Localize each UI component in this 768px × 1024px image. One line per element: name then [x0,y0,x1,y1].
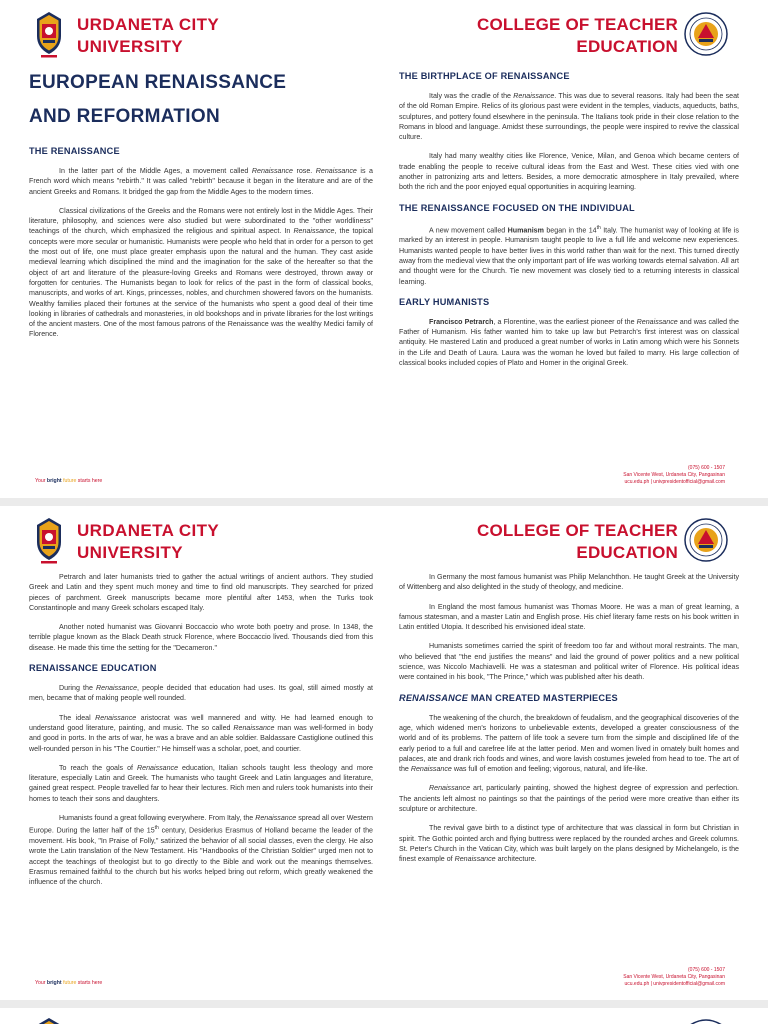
document-page-2 [0,506,768,1000]
paragraph: A new movement called Humanism began in the 14th Italy. The humanist way of looking at life is marked by an interest in people. Humanism taught people to live a full life and welcome new experiences. Humanists wanted people to have better lives in this world rather than wait for the next. This turned directly away from the medieval view that the only important part of life was working towards eternal salvation. All art and thought were for the Church. Tie new movement was closely tied to a returning interests in classical learning. [399,224,739,286]
paragraph: Humanists sometimes carried the spirit of freedom too far and without moral restraints. The man, who believed that "the end justifies the means" and laid the ground of power politics and a new political science, was Niccolo Machiavelli. He was a statesman and political writer of Florence. His political ideas were contained in his book, "The Prince," which was published after his death. [399,642,739,682]
college-name: COLLEGE OF TEACHER EDUCATION [477,521,678,562]
paragraph: The weakening of the church, the breakdown of feudalism, and the geographical discoveries of the age, which widened men's horizons to unbelievable extents, developed a greater consciousness of the world and of its problems. The pattern of life took a severe turn from the simple and disciplined life of the early period to a full and carefree life at the latter period. Men and women lived in ornately built homes and palaces, ate and drank rich foods and wines, and wore lavish costumes jeweled from head to toe. The art of the Renaissance was full of emotion and feeling; vigorous, natural, and life-like. [399,713,739,774]
document-page-1 [0,0,768,498]
college-seal-icon [684,518,728,562]
paragraph: The revival gave birth to a distinct type of architecture that was classical in form but Christian in spirit. The Gothic pointed arch and flying buttress were replaced by the rounded arches and Greek columns. St. Peter's Church in the Vatican City, which was built largely on the plans designed by Michelangelo, is the finest example of Renaissance architecture. [399,824,739,864]
paragraph: Renaissance art, particularly painting, showed the highest degree of expression and perfection. The ancients left almost no paintings so that the paintings of the period were more creative than either its sculpture or architecture. [399,784,739,814]
paragraph: Italy was the cradle of the Renaissance. This was due to several reasons. Italy had been the seat of the old Roman Empire. Relics of its glorious past were evident in the temples, viaducts, aqueducts, baths, sculptures, and pottery found elsewhere in the peninsula. The Italians took pride in their close relation to the Romans in blood and language. Amidst these surroundings, the people were inspired to revive the classical culture. [399,92,739,142]
college-seal-icon [684,12,728,56]
paragraph: During the Renaissance, people decided that education had uses. Its goal, still aimed mostly at men, became that of making people well rounded. [29,684,373,703]
university-name: URDANETA CITY UNIVERSITY [77,521,220,562]
paragraph: In the latter part of the Middle Ages, a movement called Renaissance rose. Renaissance is a French word which means "rebirth." It was called "rebirth" because it began in the literature and are of the ancient Greeks and Romans. It bridged the gap from the Middle Ages to the modern times. [29,167,373,196]
page1-left-column [29,66,373,349]
document-page-3-peek [0,1008,768,1024]
heading-early-humanists: EARLY HUMANISTS [399,296,490,307]
footer-contact: (075) 600 - 1507 San Vicente West, Urdaneta City, Pangasinan ucu.edu.ph | univpresidentofficial@gmail.com [623,967,725,987]
university-name: URDANETA CITY UNIVERSITY [77,15,220,56]
heading-masterpieces: RENAISSANCE MAN CREATED MASTERPIECES [399,692,618,703]
paragraph: Humanists found a great following everywhere. From Italy, the Renaissance spread all over Western Europe. During the latter half of the 15th century, Desiderius Erasmus of Holland became the leader of the movement. His book, "In Praise of Folly," satirized the behavior of all social classes, even the clergy. He also wrote the Latin translation of the New Testament. His "Handbooks of the Christian Soldier" urged men not to accept the teachings of theologist but to go directly to the Bible and work out the meanings themselves. Erasmus remained faithful to the church but his works helped bring out reform, which greatly weakened the influence of the church. [29,814,373,887]
page1-right-column [399,66,739,377]
paragraph: In England the most famous humanist was Thomas Moore. He was a man of great learning, a famous statesman, and a master Latin and English prose. His chief literary fame rests on his book written in Latin entitled Utopia. It described his envisioned ideal state. [399,602,739,632]
university-seal-icon [33,10,65,58]
page-header [0,514,768,568]
college-name: COLLEGE OF TEACHER EDUCATION [477,15,678,56]
page-header [0,8,768,62]
heading-the-renaissance: THE RENAISSANCE [29,146,120,156]
footer-slogan: Your bright future starts here [35,478,103,484]
paragraph: The ideal Renaissance aristocrat was well mannered and witty. He had learned enough to understand good literature, painting, and music. The so called Renaissance man was well-formed in body and good in ports. In the arts of war, he was a brave and an able soldier. Baldassare Castiglione outlined this well-rounded person in his "The Courtier." He himself was a scholar, poet, and courtier. [29,713,373,753]
university-seal-icon [33,1016,65,1024]
heading-renaissance-education: RENAISSANCE EDUCATION [29,663,157,674]
paragraph: Another noted humanist was Giovanni Boccaccio who wrote both poetry and prose. In 1348, the terrible plague known as the Black Death struck Florence, where Boccaccio lived. Thousands died from this disease. He made this time the setting for the "Decameron." [29,623,373,652]
college-seal-icon [684,1018,728,1024]
paragraph: Classical civilizations of the Greeks and the Romans were not entirely lost in the Middle Ages. Their literature, philosophy, and sciences were also studied but were subordinated to the "other worldliness" teachings of the church, which emphasized the religious and spiritual aspect. In Renaissance, the topical concepts were more secular or humanistic. Humanists were people who held that in order for a person to get the most out of life, one must place greater emphasis upon the natural and the human. They cast aside medieval learning which disciplined the mind and the imagination for the sake of the hereafter so that the object of art and literature of the pleasure-loving Greeks and Romans were destroyed, thrown away or forgotten for centuries. The Humanists began to look for relics of the past in the form of classical books, manuscripts, and works of art. Kings, princesses, nobles, and churchmen showered favors on the humanists. Wealthy families placed their fortunes at the service of the humanists who spent a good deal of their time looking in libraries of cathedrals and monasteries, in old bookshops and in private libraries for the lost writings of the ancient masters. One of the most famous patrons of the Renaissance was the wealthy Medici family of Florence. [29,206,374,339]
university-seal-icon [33,516,65,564]
footer-contact: (075) 600 - 1507 San Vicente West, Urdaneta City, Pangasinan ucu.edu.ph | univpresidentofficial@gmail.com [623,465,725,485]
paragraph: Italy had many wealthy cities like Florence, Venice, Milan, and Genoa which became centers of trade enabling the people to receive cultural ideas from the East and West. These cities vied with one another in patronizing arts and letters. Besides, a more democratic atmosphere in Italy prevailed, where both the rich and the poor enjoyed equal opportunities in acquiring learning. [399,152,739,192]
page2-left-column [29,572,373,896]
heading-birthplace: THE BIRTHPLACE OF RENAISSANCE [399,71,570,81]
page2-right-column [399,572,739,874]
heading-focused-on-individual: THE RENAISSANCE FOCUSED ON THE INDIVIDUAL [399,202,635,213]
paragraph: To reach the goals of Renaissance education, Italian schools taught less theology and more literature, especially Latin and Greek. The humanists who taught Greek and Latin languages and literature, gained great respect. People travelled far to hear their lectures. Rich men and rulers took humanists into their homes to teach their sons and daughters. [29,763,374,803]
paragraph: Francisco Petrarch, a Florentine, was the earliest pioneer of the Renaissance and was called the Father of Humanism. His father wanted him to take up law but Petrarch's first interest was on classical antiquity. He mastered Latin and produced a great number of works in Latin among which were his Sonnets in the Life and Death of Laura. Laura was the woman he loved but failed to marry. His large collection of classical books included copies of Plato and Homer in the original Greek. [399,317,739,367]
page-title: EUROPEAN RENAISSANCE AND REFORMATION [29,72,287,127]
paragraph: Petrarch and later humanists tried to gather the actual writings of ancient authors. They studied Greek and Latin and they spent much money and time to find old manuscripts. They searched for prized pieces of parchment. Greek manuscripts became more plentiful after 1453, when the Turks took Constantinople and many Greek scholars escaped Italy. [29,573,373,612]
footer-slogan: Your bright future starts here [35,980,103,986]
paragraph: In Germany the most famous humanist was Philip Melanchthon. He taught Greek at the University of Wittenberg and also delighted in the study of theology, and medicine. [399,573,739,592]
